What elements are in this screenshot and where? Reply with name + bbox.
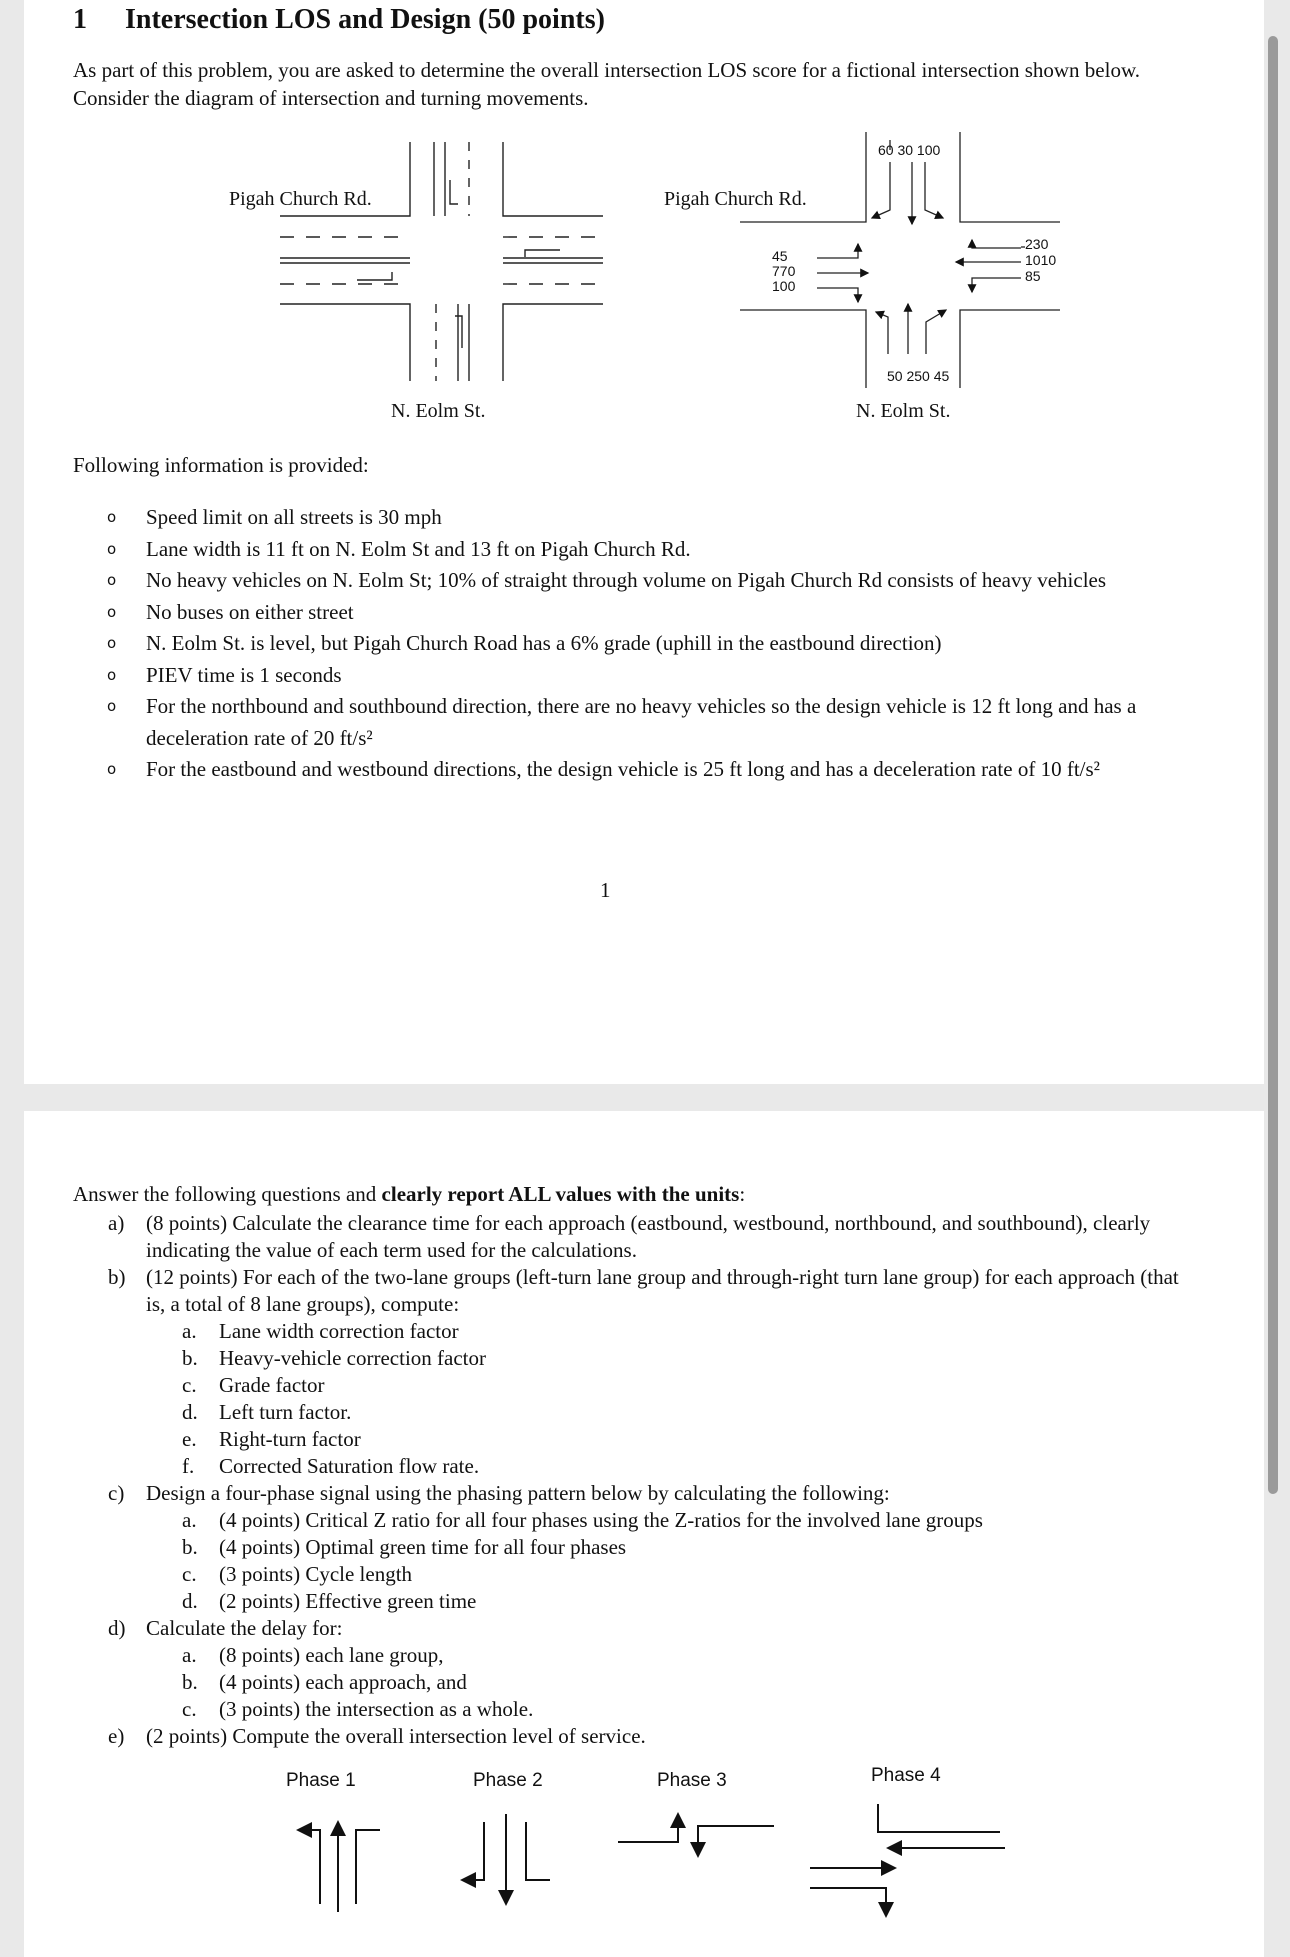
list-item: o For the northbound and southbound direction, there are no heavy vehicles so the design vehicle is 12 ft long and has a deceleration rate of 20 ft/s² bbox=[73, 691, 1203, 754]
phase-2-label: Phase 2 bbox=[473, 1770, 543, 1791]
eastbound-left-volume: 45 bbox=[772, 248, 788, 264]
scrollbar[interactable] bbox=[1268, 36, 1278, 1494]
section-heading bbox=[73, 4, 605, 36]
questions-intro: Answer the following questions and clearly report ALL values with the units: bbox=[73, 1182, 746, 1206]
westbound-left-volume: 230 bbox=[1025, 236, 1049, 252]
list-item: o PIEV time is 1 seconds bbox=[73, 660, 1203, 692]
phase-1-arrows bbox=[298, 1822, 380, 1912]
bullet: o bbox=[107, 539, 117, 558]
question-e: e) (2 points) Compute the overall intersection level of service. bbox=[108, 1724, 646, 1748]
phase-3-label: Phase 3 bbox=[657, 1770, 727, 1791]
phasing-diagram bbox=[280, 1804, 1020, 1954]
question-b: b) (12 points) For each of the two-lane groups (left-turn lane group and through-right turn lane group) for each approach (that is, a total of 8 lane groups), compute: a. Lane width correction factor b. Heavy-vehicle correction factor c. Grade factor d. Left turn factor. e. Right-turn factor f. Corrected Saturation flow rate. bbox=[73, 1264, 1203, 1480]
info-list bbox=[73, 502, 1203, 786]
bullet: o bbox=[107, 760, 117, 778]
road-label-left: Pigah Church Rd. bbox=[229, 188, 372, 210]
question-c: c) Design a four-phase signal using the phasing pattern below by calculating the following: a. (4 points) Critical Z ratio for all four phases using the Z-ratios for the involved lane groups b. (4 points) Optimal green time for all four phases c. (3 points) Cycle length d. (2 points) Effective green time bbox=[73, 1480, 1203, 1615]
curb-sw bbox=[280, 304, 410, 381]
sb-left-turn-arrow bbox=[450, 180, 458, 204]
bullet: o bbox=[107, 665, 117, 684]
question-d-subitems bbox=[146, 1642, 1203, 1723]
question-a: a) (8 points) Calculate the clearance time for each approach (eastbound, westbound, northbound, and southbound), clearly indicating the value of each term used for the calculations. bbox=[108, 1211, 1151, 1262]
page-number: 1 bbox=[600, 878, 611, 902]
question-c-subitems bbox=[146, 1507, 1203, 1615]
question-list bbox=[73, 1210, 1203, 1750]
list-item: c. (3 points) Cycle length bbox=[182, 1562, 413, 1586]
list-item: b. (4 points) each approach, and bbox=[182, 1670, 467, 1694]
northbound-volumes: 50 250 45 bbox=[887, 368, 950, 384]
info-heading: Following information is provided: bbox=[73, 453, 369, 477]
section-number: 1 bbox=[73, 4, 87, 35]
southbound-volumes: 60 30 100 bbox=[878, 142, 941, 158]
list-item: o Speed limit on all streets is 30 mph bbox=[73, 502, 1203, 534]
curb-ne bbox=[503, 142, 603, 216]
turning-movement-diagram bbox=[660, 132, 1080, 427]
list-item: o For the eastbound and westbound directions, the design vehicle is 25 ft long and has a deceleration rate of 10 ft/s² bbox=[73, 754, 1203, 786]
eb-left-turn-arrow bbox=[357, 272, 392, 280]
curb-se bbox=[960, 310, 1060, 388]
bullet: o bbox=[107, 634, 117, 652]
question-d: d) Calculate the delay for: a. (8 points) each lane group, b. (4 points) each approach, and c. (3 points) the intersection as a whole. bbox=[73, 1615, 1203, 1723]
list-item: a. Lane width correction factor bbox=[182, 1319, 459, 1343]
phase-2-arrows bbox=[462, 1814, 550, 1904]
list-item: a. (8 points) each lane group, bbox=[182, 1643, 444, 1667]
section-title: Intersection LOS and Design (50 points) bbox=[125, 4, 605, 35]
list-item: a. (4 points) Critical Z ratio for all four phases using the Z-ratios for the involved lane groups bbox=[182, 1508, 983, 1532]
question-b-subitems bbox=[146, 1318, 1203, 1480]
phase-4-label: Phase 4 bbox=[871, 1765, 941, 1786]
list-item: o No heavy vehicles on N. Eolm St; 10% of straight through volume on Pigah Church Rd consists of heavy vehicles bbox=[73, 565, 1203, 597]
bullet: o bbox=[107, 508, 117, 526]
cross-street-label-right: N. Eolm St. bbox=[856, 400, 951, 422]
bullet: o bbox=[107, 602, 117, 621]
list-item: b. (4 points) Optimal green time for all four phases bbox=[182, 1535, 627, 1559]
list-item: b. Heavy-vehicle correction factor bbox=[182, 1346, 487, 1370]
bullet: o bbox=[107, 571, 117, 589]
bullet: o bbox=[107, 697, 117, 715]
list-item: d. (2 points) Effective green time bbox=[182, 1589, 477, 1613]
list-item: d. Left turn factor. bbox=[182, 1400, 352, 1424]
curb-ne bbox=[960, 132, 1060, 222]
curb-se bbox=[503, 304, 603, 381]
westbound-right-volume: 85 bbox=[1025, 268, 1041, 284]
cross-street-label-left: N. Eolm St. bbox=[391, 400, 486, 422]
road-label-right: Pigah Church Rd. bbox=[664, 188, 807, 210]
list-item: o Lane width is 11 ft on N. Eolm St and 13 ft on Pigah Church Rd. bbox=[73, 534, 1203, 566]
wb-left-turn-arrow bbox=[525, 250, 560, 257]
phase-4-arrows bbox=[810, 1804, 1005, 1916]
curb-sw bbox=[740, 310, 866, 388]
intro-paragraph: As part of this problem, you are asked to determine the overall intersection LOS score for a fictional intersection shown below. Consider the diagram of intersection and turning movements. bbox=[73, 58, 1140, 110]
phase-3-arrows bbox=[618, 1814, 774, 1856]
list-item: f. Corrected Saturation flow rate. bbox=[182, 1454, 480, 1478]
list-item: c. Grade factor bbox=[182, 1373, 325, 1397]
list-item: o No buses on either street bbox=[73, 597, 1203, 629]
intersection-lane-diagram bbox=[220, 132, 620, 427]
list-item: c. (3 points) the intersection as a whole. bbox=[182, 1697, 534, 1721]
westbound-through-volume: 1010 bbox=[1025, 252, 1057, 268]
list-item: e. Right-turn factor bbox=[182, 1427, 361, 1451]
eastbound-right-volume: 100 bbox=[772, 278, 796, 294]
eastbound-through-volume: 770 bbox=[772, 263, 796, 279]
list-item: o N. Eolm St. is level, but Pigah Church Road has a 6% grade (uphill in the eastbound direction) bbox=[73, 628, 1203, 660]
phase-1-label: Phase 1 bbox=[286, 1770, 356, 1791]
